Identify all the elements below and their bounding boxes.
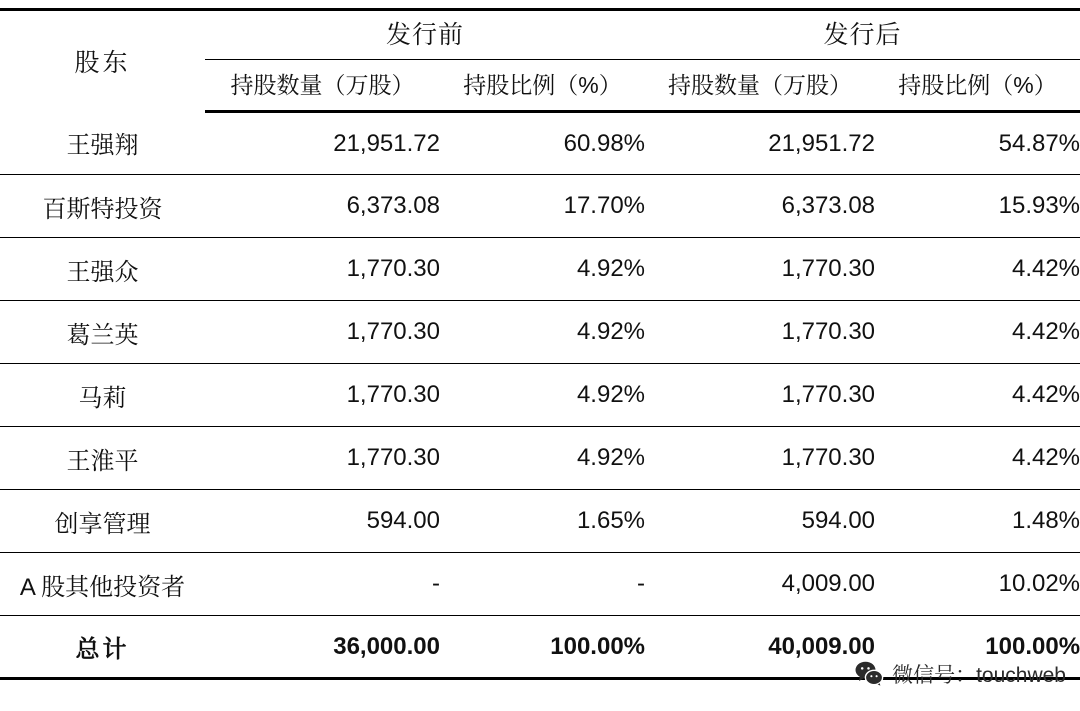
cell-shareholder-name: 马莉	[0, 364, 205, 427]
cell-shareholder-name: 百斯特投资	[0, 175, 205, 238]
cell-total-label: 总计	[0, 616, 205, 679]
cell-post-percent: 4.42%	[875, 364, 1080, 427]
cell-pre-shares: 1,770.30	[205, 427, 440, 490]
cell-post-shares: 21,951.72	[645, 112, 875, 175]
cell-total-pre-percent: 100.00%	[440, 616, 645, 679]
cell-pre-percent: 1.65%	[440, 490, 645, 553]
column-header-pre-percent: 持股比例（%）	[440, 60, 645, 112]
cell-post-percent: 4.42%	[875, 301, 1080, 364]
column-header-shareholder: 股东	[0, 10, 205, 112]
column-header-post-percent: 持股比例（%）	[875, 60, 1080, 112]
cell-pre-shares: 21,951.72	[205, 112, 440, 175]
column-group-header-post-issue: 发行后	[645, 10, 1080, 60]
cell-pre-percent: 17.70%	[440, 175, 645, 238]
cell-shareholder-name: 创享管理	[0, 490, 205, 553]
column-header-pre-shares: 持股数量（万股）	[205, 60, 440, 112]
wechat-label: 微信号：touchweb	[892, 664, 1066, 687]
wechat-icon	[854, 659, 884, 689]
cell-total-pre-shares: 36,000.00	[205, 616, 440, 679]
cell-shareholder-name: 王强众	[0, 238, 205, 301]
cell-shareholder-name: 葛兰英	[0, 301, 205, 364]
column-header-post-shares: 持股数量（万股）	[645, 60, 875, 112]
cell-pre-percent: 4.92%	[440, 238, 645, 301]
cell-pre-percent: 4.92%	[440, 364, 645, 427]
table-row	[0, 175, 1080, 238]
table-row	[0, 301, 1080, 364]
cell-post-percent: 10.02%	[875, 553, 1080, 616]
cell-pre-shares: 594.00	[205, 490, 440, 553]
table-row	[0, 364, 1080, 427]
cell-pre-percent: 4.92%	[440, 301, 645, 364]
cell-post-percent: 4.42%	[875, 427, 1080, 490]
cell-total-post-shares: 40,009.00	[645, 616, 875, 679]
table-row	[0, 112, 1080, 175]
cell-post-shares: 594.00	[645, 490, 875, 553]
cell-shareholder-name: 王淮平	[0, 427, 205, 490]
table-row	[0, 238, 1080, 301]
column-group-header-pre-issue: 发行前	[205, 10, 645, 60]
cell-pre-shares: -	[205, 553, 440, 616]
cell-post-shares: 1,770.30	[645, 364, 875, 427]
table-header-group-row	[0, 10, 1080, 60]
cell-pre-percent: -	[440, 553, 645, 616]
cell-shareholder-name: 王强翔	[0, 112, 205, 175]
cell-post-shares: 1,770.30	[645, 238, 875, 301]
cell-pre-percent: 60.98%	[440, 112, 645, 175]
cell-pre-shares: 6,373.08	[205, 175, 440, 238]
table-row	[0, 427, 1080, 490]
cell-post-percent: 4.42%	[875, 238, 1080, 301]
table-row	[0, 553, 1080, 616]
cell-total-post-percent: 100.00%	[875, 616, 1080, 679]
cell-pre-shares: 1,770.30	[205, 301, 440, 364]
shareholding-table	[0, 8, 1080, 680]
wechat-watermark	[854, 659, 1066, 689]
cell-pre-shares: 1,770.30	[205, 238, 440, 301]
cell-post-shares: 1,770.30	[645, 301, 875, 364]
table-row	[0, 490, 1080, 553]
cell-post-percent: 54.87%	[875, 112, 1080, 175]
cell-post-shares: 6,373.08	[645, 175, 875, 238]
table-header	[0, 10, 1080, 112]
cell-post-percent: 15.93%	[875, 175, 1080, 238]
cell-post-shares: 4,009.00	[645, 553, 875, 616]
cell-pre-shares: 1,770.30	[205, 364, 440, 427]
table-body	[0, 112, 1080, 679]
cell-pre-percent: 4.92%	[440, 427, 645, 490]
cell-shareholder-name: A 股其他投资者	[0, 553, 205, 616]
cell-post-shares: 1,770.30	[645, 427, 875, 490]
cell-post-percent: 1.48%	[875, 490, 1080, 553]
